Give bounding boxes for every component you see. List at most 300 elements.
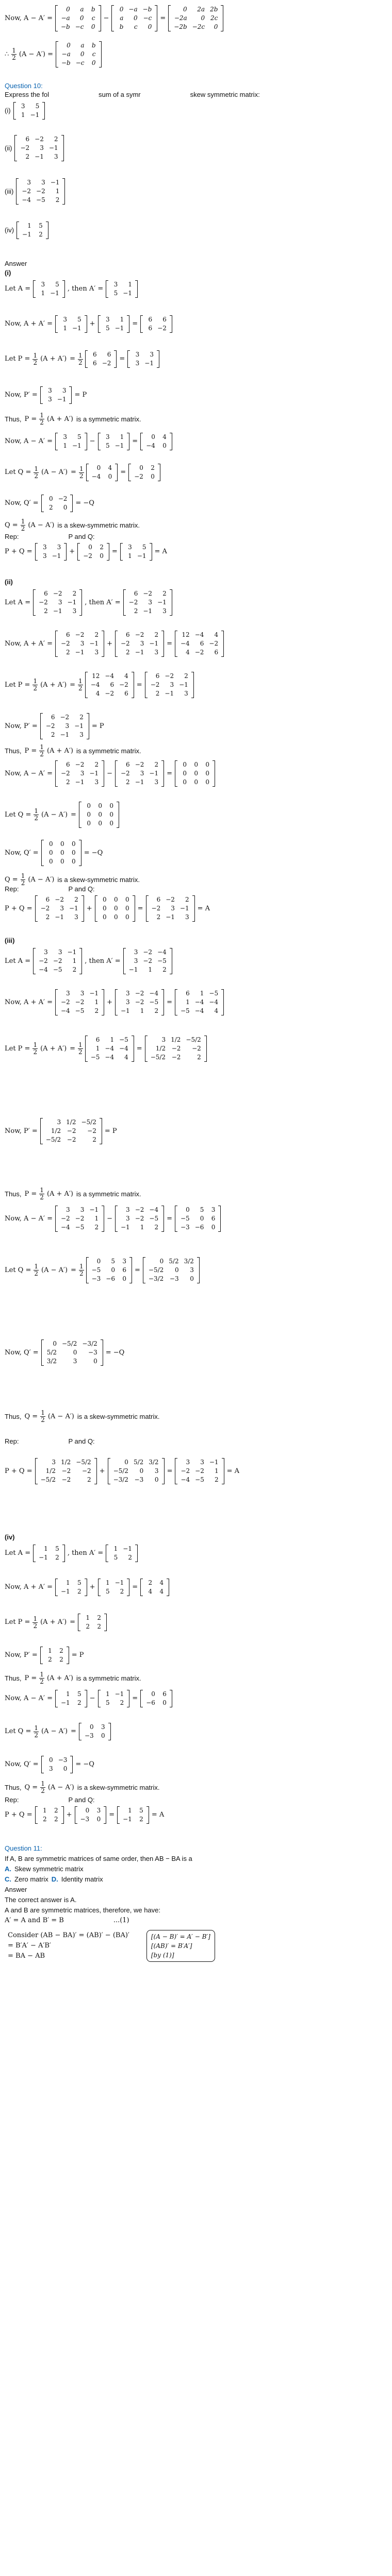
answer-label: Answer: [5, 1886, 27, 1893]
matrix-cell: 3: [134, 948, 138, 956]
matrix-cell: −4: [209, 998, 219, 1006]
matrix: [115, 760, 164, 787]
matrix-cell: −2: [87, 1127, 96, 1134]
matrix: [140, 1690, 172, 1707]
matrix-cell: −3/2: [148, 1275, 164, 1282]
matrix-cell: 2: [120, 1588, 124, 1595]
matrix-cell: 5: [105, 325, 110, 332]
matrix-cell: 4: [148, 1588, 153, 1595]
frac-num: 1: [78, 1041, 83, 1048]
matrix-cell: 2: [49, 504, 53, 511]
matrix-cell: 2: [55, 1554, 59, 1561]
matrix-cell: 0: [125, 905, 129, 912]
expr-text: (A − A′): [41, 1266, 68, 1274]
matrix-cell: 3: [42, 544, 47, 551]
half-fraction: [39, 412, 44, 426]
matrix-cell: −2: [120, 770, 130, 777]
matrix: [106, 1545, 138, 1562]
matrix-cell: 0: [122, 1275, 126, 1282]
matrix-cell: 0: [53, 1340, 57, 1347]
matrix: [55, 1579, 87, 1596]
matrix-cell: 2: [139, 1816, 143, 1823]
expr-text: Q =: [24, 1412, 38, 1420]
matrix-cell: 1: [86, 1614, 90, 1621]
matrix: [55, 433, 87, 450]
matrix-cell: 1/2: [66, 1118, 76, 1126]
matrix-cell: 3: [126, 990, 130, 997]
matrix-cell: −1: [157, 599, 167, 606]
matrix-cell: −a: [128, 6, 138, 13]
matrix-cell: 3: [94, 778, 99, 786]
matrix-cell: 5: [77, 1690, 81, 1698]
matrix-cell: −1: [50, 290, 59, 297]
frac-den: 2: [33, 359, 38, 366]
matrix-cell: −4: [105, 672, 115, 680]
math-line: [3, 269, 12, 278]
matrix-cell: 2: [97, 1614, 102, 1621]
matrix: [14, 135, 63, 161]
matrix-cell: −1: [166, 913, 175, 921]
matrix-cell: 0: [67, 42, 71, 49]
matrix-cell: −1: [128, 966, 138, 973]
expr-text: =: [132, 437, 138, 445]
frac-num: 1: [33, 677, 38, 685]
frac-den: 2: [79, 1270, 84, 1277]
matrix: [33, 1545, 65, 1562]
matrix-cell: 3: [80, 1206, 85, 1213]
matrix: [98, 315, 130, 333]
prompt-part: Express the fol: [5, 91, 49, 98]
matrix-cell: −1: [115, 1579, 124, 1586]
matrix-cell: −1: [55, 913, 64, 921]
matrix-cell: 5: [35, 103, 40, 110]
matrix-cell: 2: [185, 896, 189, 903]
matrix-cell: 2: [39, 231, 43, 238]
expr-text: (A − A′): [28, 875, 55, 884]
matrix-cell: −2a: [174, 14, 187, 22]
matrix: [140, 433, 172, 450]
math-line: [3, 1865, 85, 1874]
matrix-cell: 0: [49, 849, 53, 856]
question-title: Question 11:: [5, 1844, 42, 1852]
matrix-cell: −2: [22, 188, 31, 195]
half-fraction: [40, 1781, 45, 1794]
matrix-cell: 2: [156, 913, 161, 921]
matrix: [33, 948, 82, 974]
expr-text: (A − A′): [41, 1727, 68, 1735]
math-line: [3, 315, 173, 333]
justification: [(A − B)′ = A′ − B′]: [151, 1933, 210, 1940]
matrix-cell: 2: [54, 135, 58, 143]
proof-line: = BA − AB: [8, 1952, 45, 1960]
matrix-cell: −b: [142, 6, 152, 13]
matrix-cell: 0: [93, 1358, 97, 1365]
frac-num: 1: [12, 47, 16, 54]
matrix-cell: −3: [84, 1732, 94, 1739]
matrix-cell: 0: [111, 1266, 115, 1274]
matrix-cell: −1: [48, 144, 58, 151]
matrix-cell: −2: [75, 998, 85, 1006]
math-line: [3, 1118, 119, 1144]
matrix: [55, 315, 87, 333]
matrix-cell: 1: [105, 1690, 110, 1698]
half-fraction: [40, 1410, 45, 1423]
math-line: [3, 948, 173, 974]
frac-den: 2: [78, 359, 83, 366]
matrix-cell: −4: [91, 473, 101, 480]
expr-text: A′ = A and B′ = B: [5, 1917, 64, 1924]
matrix-cell: 0: [205, 761, 209, 768]
matrix-cell: −2: [128, 599, 138, 606]
expr-text: Now, Q′ =: [5, 849, 39, 857]
half-fraction: [34, 808, 39, 822]
matrix: [86, 464, 118, 481]
matrix-cell: −5: [209, 990, 219, 997]
part-label: (iii): [5, 937, 15, 944]
matrix-cell: 0: [151, 1690, 155, 1698]
frac-den: 2: [34, 1731, 39, 1739]
matrix: [33, 589, 82, 616]
expr-text: Thus,: [5, 747, 22, 755]
matrix: [108, 1458, 165, 1484]
matrix-cell: −5: [90, 1054, 100, 1061]
matrix-cell: −1: [75, 649, 85, 656]
matrix-cell: −2: [67, 1127, 76, 1134]
math-line: [3, 885, 96, 894]
matrix-cell: 2: [97, 1623, 102, 1630]
matrix-cell: 2: [126, 778, 130, 786]
matrix-cell: 0: [109, 802, 113, 809]
matrix-cell: −2: [143, 948, 153, 956]
matrix-cell: 0: [90, 1723, 94, 1731]
matrix-cell: 6: [66, 631, 70, 638]
q11-proof: [3, 1930, 215, 1962]
matrix-cell: −1: [60, 731, 70, 738]
expr-text: (A − A′): [47, 1783, 74, 1791]
matrix-cell: 6: [95, 1036, 100, 1043]
matrix-cell: 3: [184, 690, 188, 697]
matrix: [77, 543, 109, 561]
math-line: [3, 1647, 86, 1664]
matrix-cell: −5/2: [186, 1036, 201, 1043]
matrix-cell: −1: [57, 396, 67, 403]
matrix-cell: 5/2: [46, 1349, 57, 1356]
option-text: Identity matrix: [61, 1875, 103, 1883]
matrix-cell: 3: [135, 351, 140, 358]
matrix-cell: 1: [128, 552, 132, 560]
expr-text: (A − A′): [41, 468, 68, 476]
matrix-cell: 3: [122, 1258, 126, 1265]
option-letter: D.: [51, 1875, 58, 1883]
matrix-cell: −5/2: [81, 1118, 96, 1126]
matrix-cell: 6: [186, 990, 190, 997]
matrix-cell: 1: [21, 111, 25, 118]
frac-num: 1: [34, 1263, 39, 1270]
proof-lines: [8, 1930, 129, 1961]
answer-label: Answer: [5, 260, 27, 267]
proof-line: Consider (AB − BA)′ = (AB)′ − (BA)′: [8, 1931, 129, 1939]
math-line: [3, 1410, 161, 1423]
matrix-cell: 5: [113, 1554, 118, 1561]
math-line: [3, 1458, 241, 1484]
matrix-cell: 3: [41, 179, 45, 186]
matrix-cell: −1: [123, 1816, 132, 1823]
matrix-cell: −5: [157, 957, 167, 964]
expr-text: =: [120, 468, 126, 476]
math-line: [3, 1614, 108, 1631]
frac-num: 1: [78, 351, 83, 359]
expr-text: Now, A − A′ =: [5, 14, 53, 22]
expr-text: Now, A − A′ =: [5, 1214, 53, 1223]
matrix: [175, 1458, 224, 1484]
expr-text: P =: [24, 1190, 37, 1198]
matrix-cell: 1/2: [171, 1036, 181, 1043]
matrix-cell: −2: [60, 714, 70, 721]
matrix-cell: 3: [79, 731, 84, 738]
matrix: [115, 1206, 164, 1232]
frac-num: 1: [79, 465, 84, 472]
matrix-cell: −5: [195, 1476, 204, 1483]
matrix-cell: 0: [109, 811, 113, 818]
expr-text: =: [70, 1044, 76, 1053]
matrix-cell: −5/2: [113, 1467, 128, 1475]
matrix-cell: −3: [181, 1224, 190, 1231]
expr-text: Let A =: [5, 1549, 31, 1557]
matrix-cell: −2: [83, 552, 92, 560]
matrix-cell: −2: [135, 990, 144, 997]
matrix-cell: 0: [66, 6, 70, 13]
matrix-cell: 3: [80, 990, 85, 997]
matrix-cell: 0: [125, 913, 129, 921]
math-line: [3, 1875, 105, 1884]
matrix-cell: 0: [87, 811, 91, 818]
matrix-cell: −3: [58, 1756, 68, 1764]
matrix-cell: −2: [61, 1476, 71, 1483]
matrix-cell: −b: [60, 23, 70, 30]
matrix-cell: 0: [108, 473, 112, 480]
matrix-cell: 3: [57, 1118, 61, 1126]
math-line: [3, 1690, 173, 1707]
expr-text: P and Q:: [68, 1437, 95, 1445]
frac-num: 1: [40, 412, 44, 419]
matrix-cell: 4: [186, 649, 190, 656]
option-letter: A.: [5, 1865, 11, 1873]
math-line: [3, 533, 96, 541]
matrix-cell: 3: [63, 316, 67, 323]
matrix-cell: −2: [39, 599, 48, 606]
expr-text: =: [135, 1266, 140, 1274]
expr-text: =: [167, 998, 172, 1006]
matrix-cell: 1/2: [60, 1459, 71, 1466]
matrix-cell: −2: [166, 896, 175, 903]
half-fraction: [79, 1263, 84, 1277]
matrix: [127, 350, 159, 368]
matrix-cell: 1: [94, 1215, 99, 1222]
matrix-cell: a: [120, 14, 124, 22]
matrix-cell: −4: [149, 1206, 159, 1213]
matrix: [145, 1036, 207, 1062]
matrix-cell: 2: [77, 1699, 81, 1706]
expr-text: Let A =: [5, 598, 31, 606]
math-line: [3, 1756, 96, 1773]
expr-text: is a skew-symmetric matrix.: [57, 875, 140, 884]
matrix-cell: 5: [55, 281, 59, 288]
math-line: [3, 464, 161, 481]
matrix-cell: 3: [126, 1215, 130, 1222]
expr-text: −: [103, 14, 109, 22]
matrix-cell: −2: [55, 896, 64, 903]
matrix-cell: −2: [60, 1215, 70, 1222]
matrix-cell: −1: [67, 599, 77, 606]
matrix: [146, 895, 195, 922]
matrix: [40, 1647, 69, 1664]
matrix-cell: 0: [63, 1765, 68, 1772]
matrix-cell: 6: [107, 351, 111, 358]
matrix-cell: 0: [113, 913, 118, 921]
math-line: [3, 1340, 126, 1366]
expr-text: (A + A′): [46, 415, 73, 423]
matrix-cell: 6: [214, 649, 219, 656]
matrix-cell: 0: [162, 1699, 167, 1706]
matrix-cell: −2: [181, 1467, 190, 1475]
expr-text: Now, A − A′ =: [5, 1694, 53, 1702]
matrix-cell: −5: [181, 1215, 190, 1222]
matrix-cell: −1: [89, 770, 99, 777]
matrix-cell: 2: [44, 607, 48, 615]
matrix: [55, 1690, 87, 1707]
matrix-cell: 2: [79, 714, 84, 721]
matrix-cell: 5: [105, 1588, 110, 1595]
matrix-cell: −2: [119, 681, 128, 688]
matrix-cell: 6: [124, 690, 128, 697]
expr-text: =: [71, 1727, 76, 1735]
matrix-cell: 0: [73, 1349, 77, 1356]
matrix: [128, 464, 160, 481]
matrix: [98, 1690, 130, 1707]
matrix-cell: −1: [123, 1545, 132, 1552]
matrix-cell: −2: [135, 631, 144, 638]
matrix-cell: 12: [182, 631, 190, 638]
matrix-cell: 2: [128, 1554, 132, 1561]
expr-text: (A + A′): [46, 747, 73, 755]
matrix-cell: 2: [87, 1476, 91, 1483]
matrix-cell: −1: [74, 722, 84, 730]
math-line: [3, 518, 141, 532]
matrix-cell: 0: [162, 442, 167, 449]
math-line: [3, 350, 160, 368]
matrix-cell: −1: [67, 948, 77, 956]
matrix-cell: 6: [162, 316, 167, 323]
matrix-cell: −3/2: [113, 1476, 128, 1483]
expr-text: Now, P′ =: [5, 722, 38, 730]
matrix-cell: −5/2: [150, 1054, 166, 1061]
matrix-cell: −5: [91, 1266, 101, 1274]
matrix-cell: −2: [157, 325, 167, 332]
matrix-cell: 4: [124, 672, 128, 680]
matrix-cell: 0: [205, 770, 209, 777]
frac-den: 2: [21, 525, 25, 532]
matrix-cell: −5/2: [62, 1340, 77, 1347]
matrix-cell: −4: [105, 1054, 115, 1061]
matrix-cell: a: [80, 6, 84, 13]
matrix: [120, 543, 152, 561]
matrix-cell: −2: [209, 640, 219, 647]
matrix-cell: 3: [94, 649, 99, 656]
matrix-cell: −6: [194, 1224, 204, 1231]
matrix-cell: 0: [183, 770, 187, 777]
matrix-cell: −1: [120, 1007, 130, 1014]
half-fraction: [39, 1671, 44, 1685]
frac-num: 1: [79, 1263, 84, 1270]
expr-text: , then A′ =: [85, 957, 121, 965]
matrix-cell: 3: [48, 396, 52, 403]
matrix-cell: 2: [134, 607, 138, 615]
matrix-cell: 0: [133, 14, 138, 22]
matrix-cell: −a: [61, 50, 71, 58]
half-fraction: [21, 518, 26, 532]
matrix-cell: −1: [60, 1588, 70, 1595]
matrix: [56, 41, 102, 67]
math-line: [3, 1545, 139, 1562]
matrix-cell: −3: [80, 1816, 90, 1823]
q10-option: [3, 135, 65, 161]
matrix-cell: 2: [154, 1007, 159, 1014]
matrix-cell: −2: [53, 957, 62, 964]
matrix-cell: −c: [75, 23, 84, 30]
half-fraction: [32, 1616, 38, 1630]
matrix-cell: −2: [195, 1467, 204, 1475]
matrix-cell: 3: [126, 998, 130, 1006]
matrix-cell: 2: [126, 649, 130, 656]
expr-text: =: [137, 904, 143, 912]
matrix-cell: −3: [88, 1349, 97, 1356]
matrix-cell: −1: [89, 1206, 99, 1213]
matrix-cell: −2: [135, 1215, 144, 1222]
matrix-cell: −2: [102, 360, 111, 367]
matrix-cell: −5: [119, 1036, 128, 1043]
matrix-cell: 3: [186, 1459, 190, 1466]
matrix-cell: 0: [183, 6, 187, 13]
expr-text: =: [70, 681, 76, 689]
math-line: [3, 543, 169, 561]
matrix-cell: 3: [60, 905, 64, 912]
matrix-cell: 0: [186, 1206, 190, 1213]
option-letter: C.: [5, 1875, 11, 1883]
matrix-cell: −4: [194, 631, 204, 638]
matrix-cell: −4: [105, 1045, 115, 1052]
expr-text: Now, Q′ =: [5, 499, 39, 507]
expr-text: =: [132, 320, 138, 328]
matrix-cell: 5: [200, 1206, 204, 1213]
expr-text: Let P =: [5, 1618, 30, 1626]
matrix-cell: 2: [94, 1224, 99, 1231]
matrix-cell: −1: [115, 1690, 124, 1698]
expr-text: +: [89, 1583, 95, 1591]
matrix-cell: 3: [74, 913, 78, 921]
expr-text: Now, P′ =: [5, 1651, 38, 1659]
expr-text: +: [99, 1467, 105, 1475]
matrix: [115, 989, 164, 1015]
matrix-cell: −2: [165, 672, 174, 680]
matrix-cell: −1: [75, 778, 85, 786]
matrix-cell: −4: [22, 196, 31, 204]
matrix: [13, 102, 45, 120]
frac-den: 2: [78, 1048, 83, 1056]
matrix: [95, 895, 135, 922]
matrix-cell: −2: [171, 1045, 181, 1052]
matrix-cell: 2c: [210, 14, 218, 22]
matrix-cell: 0: [49, 1756, 53, 1764]
